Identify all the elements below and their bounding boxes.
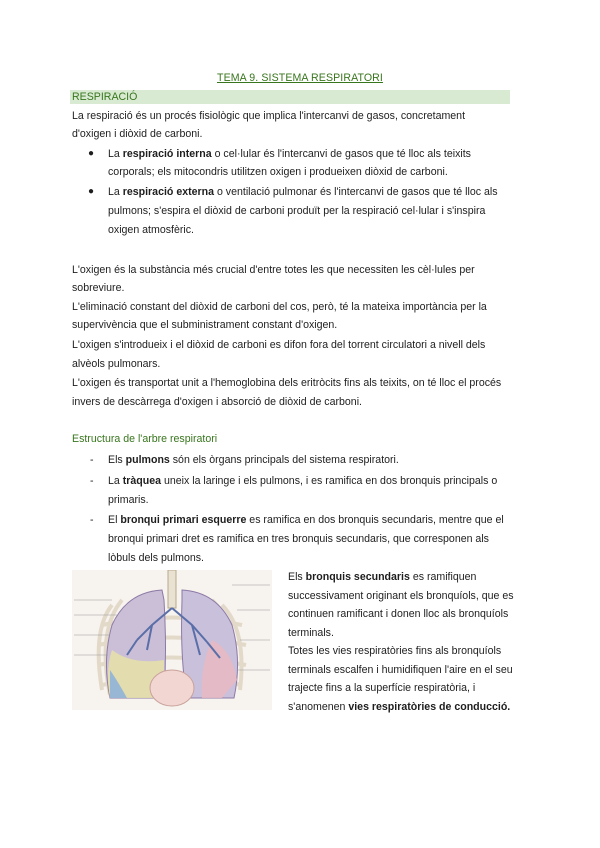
- bullet-1-line-1: La respiració interna o cel·lular és l'intercanvi de gasos que té lloc als teixits: [108, 148, 471, 160]
- paragraph-4-line-1: L'oxigen és transportat unit a l'hemoglobina dels eritròcits fins als teixits, on té lloc el procés: [72, 377, 502, 389]
- dash-1-term: pulmons: [125, 454, 170, 466]
- dash-3-line-2: bronqui primari dret es ramifica en tres bronquis secundaris, que corresponen als: [108, 533, 489, 545]
- paragraph-3-line-1: L'oxigen s'introdueix i el diòxid de carboni es difon fora del torrent circulatori a nivell dels: [72, 339, 486, 351]
- dash-marker: -: [90, 454, 94, 466]
- intro-line-1: La respiració és un procés fisiològic que implica l'intercanvi de gasos, concretament: [72, 110, 466, 122]
- right-text-line-6: terminals escalfen i humidifiquen l'aire en el seu: [288, 663, 513, 676]
- subsection-heading: Estructura de l'arbre respiratori: [72, 433, 218, 445]
- paragraph-3-line-2: alvèols pulmonars.: [72, 358, 161, 370]
- paragraph-1-line-1: L'oxigen és la substància més crucial d'entre totes les que necessiten les cèl·lules per: [72, 264, 475, 276]
- paragraph-2-line-1: L'eliminació constant del diòxid de carboni del cos, però, té la mateixa importància per la: [72, 301, 487, 313]
- dash-marker: -: [90, 514, 94, 526]
- right-text-line-4: terminals.: [288, 626, 334, 639]
- lungs-illustration: [72, 570, 272, 710]
- bullet-1-line-2: corporals; els mitocondris utilitzen oxigen i produeixen diòxid de carboni.: [108, 166, 448, 178]
- section-heading-bar: [70, 90, 510, 104]
- right-text-line-2: successivament originant els bronquíols, que es: [288, 589, 514, 602]
- trachea: [168, 570, 176, 608]
- paragraph-2-line-2: supervivència que el subministrament constant d'oxigen.: [72, 319, 338, 331]
- bullet-2-line-1: La respiració externa o ventilació pulmonar és l'intercanvi de gasos que té lloc als: [108, 186, 498, 198]
- secondary-bronchi-term: bronquis secundaris: [305, 571, 410, 583]
- secondary-bronchi-text: [288, 568, 534, 716]
- bullet-2-line-3: oxigen atmosfèric.: [108, 224, 194, 236]
- paragraph-4-line-2: invers de descàrrega d'oxigen i absorció de diòxid de carboni.: [72, 396, 362, 408]
- dash-3-line-1: El bronqui primari esquerre es ramifica en dos bronquis secundaris, mentre que el: [108, 514, 504, 526]
- bullet-2-line-2: pulmons; s'espira el diòxid de carboni produït per la respiració cel·lular i s'inspira: [108, 205, 486, 217]
- right-text-line-3: continuen ramificant i donen lloc als bronquíols: [288, 608, 509, 620]
- bullet-dot: ●: [88, 186, 95, 197]
- dash-3-term: bronqui primari esquerre: [120, 514, 247, 526]
- dash-2-line-2: primaris.: [108, 494, 149, 506]
- right-text-line-1: Els bronquis secundaris es ramifiquen: [288, 571, 477, 583]
- bullet-1-term: respiració interna: [122, 148, 212, 160]
- bullet-2-term: respiració externa: [122, 186, 215, 198]
- right-text-line-5: Totes les vies respiratòries fins als bronquíols: [288, 645, 502, 657]
- intro-line-2: d'oxigen i diòxid de carboni.: [72, 128, 203, 140]
- dash-2-term: tràquea: [122, 475, 162, 487]
- right-text-line-8: s'anomenen vies respiratòries de conducció.: [288, 700, 511, 713]
- paragraph-1-line-2: sobreviure.: [72, 282, 125, 294]
- dash-marker: -: [90, 475, 94, 487]
- dash-2-line-1: La tràquea uneix la laringe i els pulmons, i es ramifica en dos bronquis principals o: [108, 475, 498, 487]
- dash-3-line-3: lòbuls dels pulmons.: [108, 552, 204, 564]
- page-title: TEMA 9. SISTEMA RESPIRATORI: [217, 72, 383, 84]
- section-heading: RESPIRACIÓ: [72, 91, 138, 103]
- dash-1-line-1: Els pulmons són els òrgans principals del sistema respiratori.: [108, 454, 399, 466]
- right-text-line-7: trajecte fins a la superfície respiratòria, i: [288, 682, 476, 694]
- mediastinum: [150, 670, 194, 706]
- conduction-airways-term: vies respiratòries de conducció.: [348, 700, 511, 713]
- bullet-dot: ●: [88, 148, 95, 159]
